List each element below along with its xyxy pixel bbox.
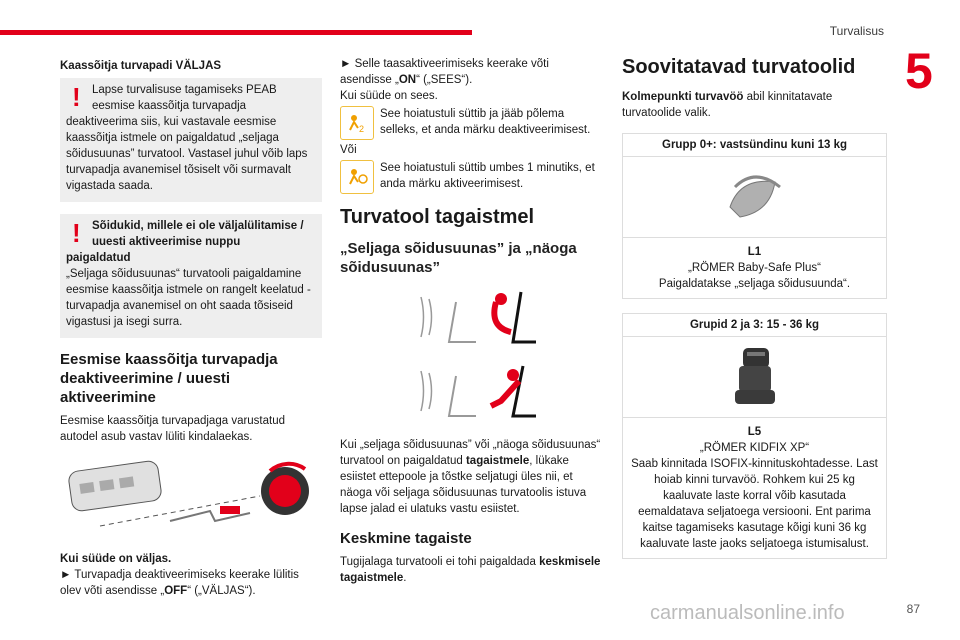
- deactivation-heading: Eesmise kaassõitja turvapadja deaktiveerimine / uuesti aktiveerimine: [60, 351, 278, 406]
- warning-text-first: Lapse turvalisuse tagamiseks PEAB eesmise kaassõitja turvapadja: [92, 84, 277, 112]
- warning-box-deactivate: [60, 78, 322, 202]
- switch-location-text: Eesmise kaassõitja turvapadjaga varustatud autodel asub vastav lüliti kindalaekas.: [60, 415, 286, 443]
- booster-seat-image: [623, 337, 886, 418]
- warning-box-no-switch: [60, 214, 322, 338]
- forward-facing-seat-illustration: [340, 361, 602, 431]
- or-text: Või: [340, 144, 357, 156]
- chapter-number: 5: [905, 43, 933, 99]
- seat-name: „RÖMER Baby-Safe Plus“: [688, 262, 821, 274]
- warning-lamp-row-2: [340, 160, 602, 194]
- page-number: 87: [906, 602, 920, 616]
- card-body: [623, 238, 886, 298]
- ignition-off-text: Kui süüde on väljas.: [60, 553, 172, 565]
- warning-exclamation-icon: !: [72, 218, 81, 248]
- airbag-off-lamp-icon: [340, 106, 374, 140]
- seat-card-group23: [622, 313, 887, 559]
- seat-code: L1: [747, 246, 762, 258]
- recommended-seats-heading: Soovitatavad turvatoolid: [622, 56, 856, 78]
- recommended-intro: Kolmepunkti turvavöö abil kinnitatavate turvatoolide valik.: [622, 91, 833, 119]
- column-left: [60, 56, 322, 603]
- rear-seat-text: Kui „seljaga sõidusuunas” või „näoga sõidusuunas“ turvatool on paigaldatud tagaistmele, lükake esiistet ettepoole ja tõstke seljatugi üles nii, et näoga või seljaga sõidusuunas turvatoolis istuva lapse jalad ei ulatuks vastu esiistet.: [340, 439, 601, 515]
- reactivate-instruction: ► Selle taasaktiveerimiseks keerake võti asendisse „ON“ („SEES“).: [340, 58, 549, 86]
- card-header: Grupp 0+: vastsündinu kuni 13 kg: [623, 134, 886, 157]
- warning-title-cont: paigaldatud: [66, 252, 131, 264]
- warning-text: „Seljaga sõidusuunas“ turvatooli paigaldamine eesmise kaassõitja istmele on rangelt keelatud - turvapadja avanemisel on oht saada tõsiseid vigastusi ja isegi surra.: [66, 268, 311, 328]
- key-switch-illustration: [60, 451, 322, 541]
- card-header: Grupid 2 ja 3: 15 - 36 kg: [623, 314, 886, 337]
- center-seat-heading: Keskmine tagaiste: [340, 530, 472, 547]
- seat-name: „RÖMER KIDFIX XP“: [699, 442, 810, 454]
- lamp-activation-text: See hoiatustuli süttib umbes 1 minutiks, et anda märku aktiveerimisest.: [380, 162, 595, 190]
- baby-seat-image: [623, 157, 886, 238]
- lamp-deactivation-text: See hoiatustuli süttib ja jääb põlema selleks, et anda märku deaktiveerimisest.: [380, 108, 591, 136]
- warning-lamp-row-1: [340, 106, 602, 140]
- ignition-on-text: Kui süüde on sees.: [340, 90, 438, 102]
- seat-desc: Saab kinnitada ISOFIX-kinnituskohtadesse. Last hoiab kinni turvavöö. Rohkem kui 25 kg kaaluvate laste korral võib kasutada eemaldatava seljatoega versiooni. Ent parima kaitse tagamiseks kasutage kõigi kuni 36 kg kaaluvate laste jaoks seljatoega istumisalust.: [631, 458, 878, 550]
- seat-code: L5: [747, 426, 762, 438]
- header-accent-bar: [0, 30, 472, 35]
- section-title: Turvalisus: [829, 24, 884, 38]
- watermark: carmanualsonline.info: [650, 602, 845, 624]
- warning-title: Sõidukid, millele ei ole väljalülitamise / uuesti aktiveerimise nuppu: [92, 220, 304, 248]
- airbag-off-heading: Kaassõitja turvapadi VÄLJAS: [60, 60, 222, 72]
- column-right: [622, 56, 887, 573]
- seat-card-group0: [622, 133, 887, 299]
- column-middle: [340, 56, 602, 590]
- svg-text:2: 2: [359, 124, 365, 134]
- rear-facing-seat-illustration: [340, 287, 602, 357]
- center-seat-text: Tugijalaga turvatooli ei tohi paigaldada keskmisele tagaistmele.: [340, 556, 601, 584]
- facing-heading: „Seljaga sõidusuunas” ja „näoga sõidusuunas”: [340, 240, 577, 276]
- airbag-on-lamp-icon: [340, 160, 374, 194]
- warning-exclamation-icon: !: [72, 82, 81, 112]
- seat-desc: Paigaldatakse „seljaga sõidusuunda“.: [658, 278, 851, 290]
- turn-off-instruction: ► Turvapadja deaktiveerimiseks keerake lülitis olev võti asendisse „OFF“ („VÄLJAS“).: [60, 569, 299, 597]
- card-body: [623, 418, 886, 558]
- rear-seat-heading: Turvatool tagaistmel: [340, 206, 535, 228]
- warning-text-rest: deaktiveerima siis, kui vastavale eesmise kaassõitja istmele on paigaldatud „seljaga sõidusuunas” turvatool. Vastasel juhul võib laps turvapadja avanemisel tõsiselt või surmavalt vigastada saada.: [66, 116, 308, 192]
